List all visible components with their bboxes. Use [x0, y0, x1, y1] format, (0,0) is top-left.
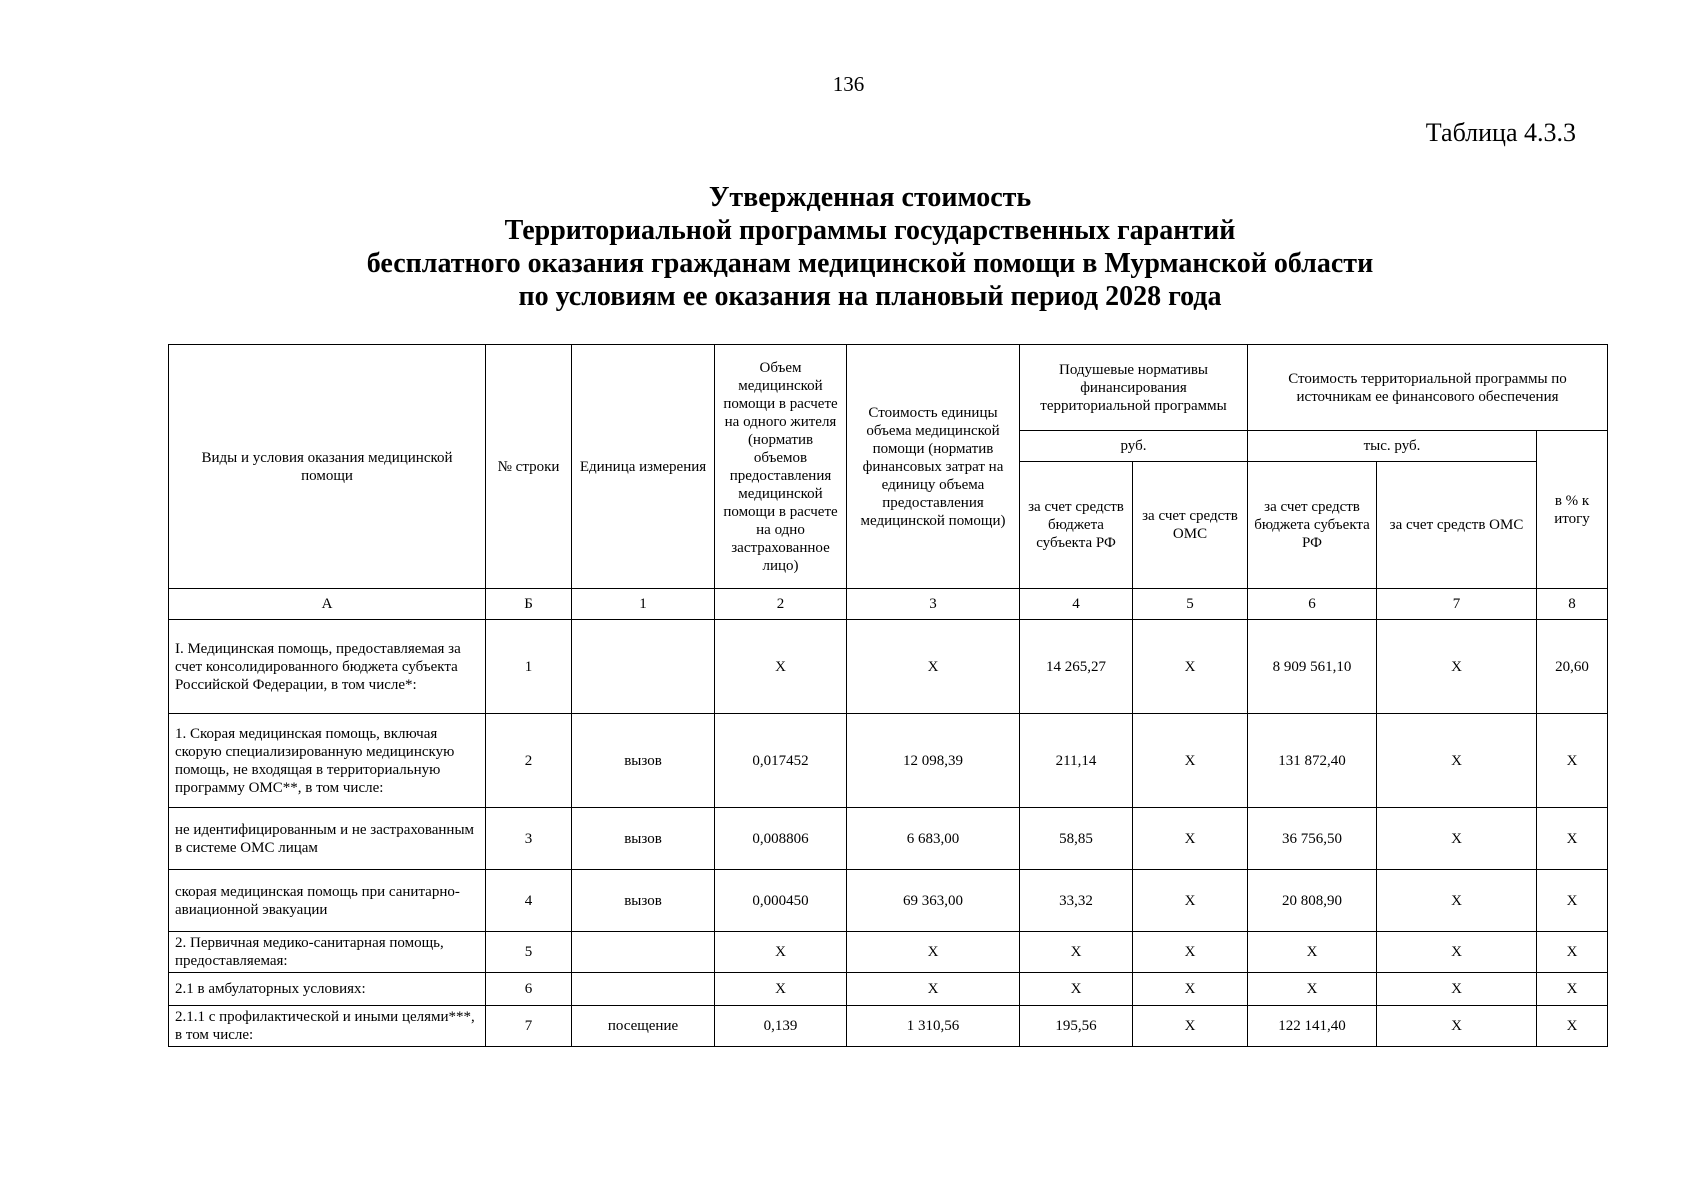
- index-row: [169, 589, 1608, 620]
- index-cell: 1: [572, 589, 715, 620]
- index-cell: 5: [1133, 589, 1248, 620]
- cell-cost-oms: Х: [1377, 973, 1537, 1006]
- index-cell: 2: [715, 589, 847, 620]
- cell-per-capita-oms: Х: [1133, 973, 1248, 1006]
- cell-unit: посещение: [572, 1006, 715, 1047]
- cell-description: 2.1 в амбулаторных условиях:: [169, 973, 486, 1006]
- cell-row-no: 5: [486, 932, 572, 973]
- cell-percent: 20,60: [1537, 620, 1608, 714]
- cell-unit: [572, 973, 715, 1006]
- cell-per-capita-budget: 211,14: [1020, 714, 1133, 808]
- cell-row-no: 2: [486, 714, 572, 808]
- header-percent: в % к итогу: [1537, 431, 1608, 589]
- cell-per-capita-budget: 14 265,27: [1020, 620, 1133, 714]
- table-row: [169, 620, 1608, 714]
- cell-description: не идентифицированным и не застрахованным в системе ОМС лицам: [169, 808, 486, 870]
- cell-unit-cost: 6 683,00: [847, 808, 1020, 870]
- cell-percent: Х: [1537, 1006, 1608, 1047]
- header-budget-rf-2: за счет средств бюджета субъекта РФ: [1248, 462, 1377, 589]
- cell-description: 2.1.1 с профилактической и иными целями***, в том числе:: [169, 1006, 486, 1047]
- cell-unit: [572, 932, 715, 973]
- cell-percent: Х: [1537, 973, 1608, 1006]
- cell-unit: [572, 620, 715, 714]
- cell-per-capita-oms: Х: [1133, 808, 1248, 870]
- cell-unit-cost: Х: [847, 620, 1020, 714]
- cell-percent: Х: [1537, 714, 1608, 808]
- cell-volume: Х: [715, 973, 847, 1006]
- cell-cost-oms: Х: [1377, 932, 1537, 973]
- document-title: [0, 181, 1697, 313]
- cell-row-no: 4: [486, 870, 572, 932]
- header-oms: за счет средств ОМС: [1133, 462, 1248, 589]
- header-rub: руб.: [1020, 431, 1248, 462]
- title-line: по условиям ее оказания на плановый период 2028 года: [518, 281, 1222, 312]
- page-number: 136: [832, 72, 865, 96]
- cell-per-capita-oms: Х: [1133, 620, 1248, 714]
- header-row-no: № строки: [486, 345, 572, 589]
- cell-cost-budget: Х: [1248, 932, 1377, 973]
- cell-unit-cost: 12 098,39: [847, 714, 1020, 808]
- cell-per-capita-oms: Х: [1133, 932, 1248, 973]
- header-types: Виды и условия оказания медицинской помощи: [169, 345, 486, 589]
- cell-unit-cost: Х: [847, 973, 1020, 1006]
- table-row: [169, 808, 1608, 870]
- index-cell: 7: [1377, 589, 1537, 620]
- cell-volume: 0,017452: [715, 714, 847, 808]
- title-line: Территориальной программы государственных гарантий: [504, 215, 1236, 246]
- cell-per-capita-budget: Х: [1020, 932, 1133, 973]
- cell-unit-cost: 1 310,56: [847, 1006, 1020, 1047]
- cell-per-capita-budget: 58,85: [1020, 808, 1133, 870]
- header-unit: Единица измерения: [572, 345, 715, 589]
- cell-percent: Х: [1537, 808, 1608, 870]
- cell-volume: Х: [715, 620, 847, 714]
- cell-per-capita-budget: 33,32: [1020, 870, 1133, 932]
- cell-description: скорая медицинская помощь при санитарно-авиационной эвакуации: [169, 870, 486, 932]
- cell-per-capita-oms: Х: [1133, 714, 1248, 808]
- cell-volume: 0,008806: [715, 808, 847, 870]
- cell-volume: 0,139: [715, 1006, 847, 1047]
- cell-cost-budget: 122 141,40: [1248, 1006, 1377, 1047]
- cost-table: [168, 344, 1608, 1047]
- table-row: [169, 932, 1608, 973]
- index-cell: 6: [1248, 589, 1377, 620]
- cell-percent: Х: [1537, 932, 1608, 973]
- table-row: [169, 973, 1608, 1006]
- cell-cost-budget: Х: [1248, 973, 1377, 1006]
- cell-description: 2. Первичная медико-санитарная помощь, предоставляемая:: [169, 932, 486, 973]
- cell-unit: вызов: [572, 870, 715, 932]
- header-volume: Объем медицинской помощи в расчете на одного жителя (норматив объемов предоставления медицинской помощи в расчете на одно застрахованное лицо): [715, 345, 847, 589]
- title-line: Утвержденная стоимость: [708, 182, 1032, 213]
- cell-row-no: 3: [486, 808, 572, 870]
- cell-per-capita-oms: Х: [1133, 870, 1248, 932]
- cell-cost-oms: Х: [1377, 620, 1537, 714]
- header-program-cost: Стоимость территориальной программы по источникам ее финансового обеспечения: [1248, 345, 1608, 431]
- cell-per-capita-budget: Х: [1020, 973, 1133, 1006]
- cell-volume: Х: [715, 932, 847, 973]
- cell-percent: Х: [1537, 870, 1608, 932]
- cell-cost-budget: 36 756,50: [1248, 808, 1377, 870]
- cell-cost-budget: 20 808,90: [1248, 870, 1377, 932]
- cell-cost-budget: 131 872,40: [1248, 714, 1377, 808]
- header-per-capita: Подушевые нормативы финансирования территориальной программы: [1020, 345, 1248, 431]
- cell-description: I. Медицинская помощь, предоставляемая за счет консолидированного бюджета субъекта Российской Федерации, в том числе*:: [169, 620, 486, 714]
- cell-description: 1. Скорая медицинская помощь, включая скорую специализированную медицинскую помощь, не входящая в территориальную программу ОМС**, в том числе:: [169, 714, 486, 808]
- cell-unit: вызов: [572, 714, 715, 808]
- header-oms-2: за счет средств ОМС: [1377, 462, 1537, 589]
- cell-volume: 0,000450: [715, 870, 847, 932]
- cell-cost-budget: 8 909 561,10: [1248, 620, 1377, 714]
- table-row: [169, 714, 1608, 808]
- cell-row-no: 1: [486, 620, 572, 714]
- title-line: бесплатного оказания гражданам медицинской помощи в Мурманской области: [366, 248, 1374, 279]
- index-cell: А: [169, 589, 486, 620]
- header-thousand-rub: тыс. руб.: [1248, 431, 1537, 462]
- cell-unit-cost: 69 363,00: [847, 870, 1020, 932]
- cell-row-no: 7: [486, 1006, 572, 1047]
- header-budget-rf: за счет средств бюджета субъекта РФ: [1020, 462, 1133, 589]
- table-row: [169, 870, 1608, 932]
- index-cell: 4: [1020, 589, 1133, 620]
- cell-per-capita-oms: Х: [1133, 1006, 1248, 1047]
- cell-cost-oms: Х: [1377, 714, 1537, 808]
- cell-cost-oms: Х: [1377, 870, 1537, 932]
- header-unit-cost: Стоимость единицы объема медицинской помощи (норматив финансовых затрат на единицу объема предоставления медицинской помощи): [847, 345, 1020, 589]
- table-label: Таблица 4.3.3: [1425, 118, 1576, 147]
- index-cell: Б: [486, 589, 572, 620]
- cell-cost-oms: Х: [1377, 1006, 1537, 1047]
- table-row: [169, 1006, 1608, 1047]
- cell-unit: вызов: [572, 808, 715, 870]
- cell-row-no: 6: [486, 973, 572, 1006]
- index-cell: 8: [1537, 589, 1608, 620]
- cell-per-capita-budget: 195,56: [1020, 1006, 1133, 1047]
- cell-unit-cost: Х: [847, 932, 1020, 973]
- cell-cost-oms: Х: [1377, 808, 1537, 870]
- index-cell: 3: [847, 589, 1020, 620]
